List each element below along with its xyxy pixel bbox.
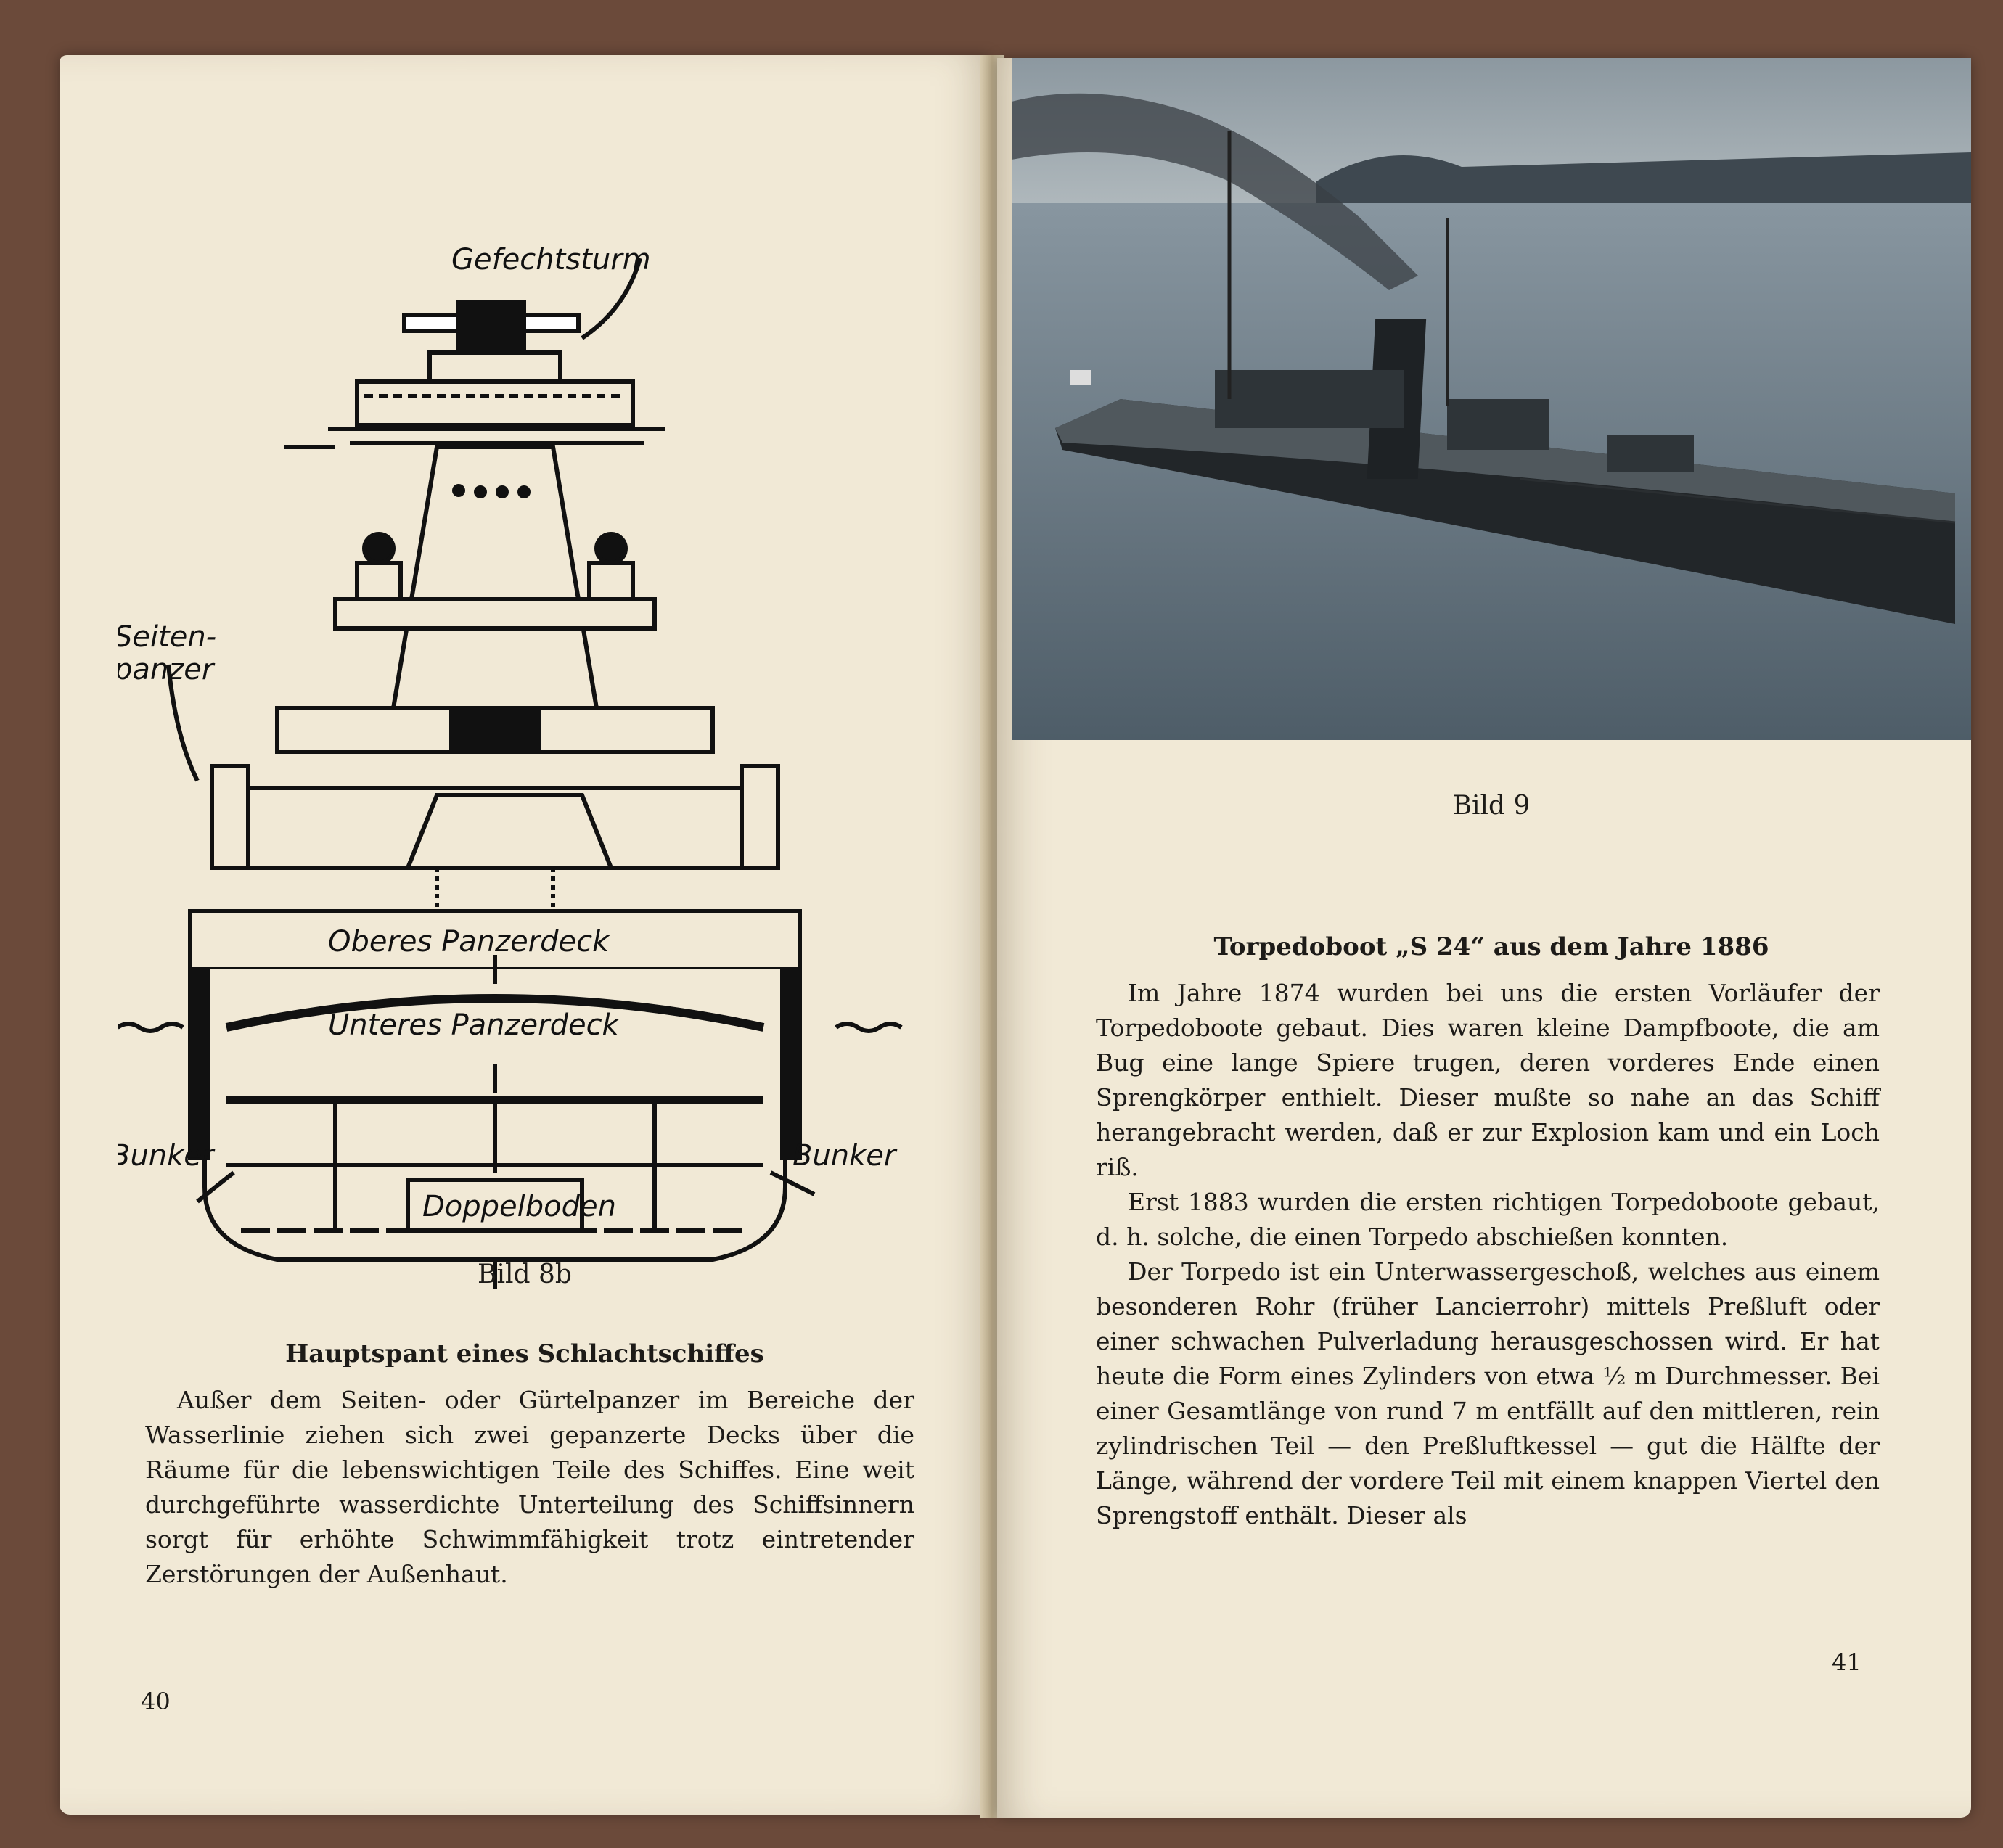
page-number-right: 41: [1832, 1648, 1861, 1676]
right-paragraph-1: Im Jahre 1874 wurden bei uns die ersten Vorläufer der Torpedoboote gebaut. Dies waren kleine Dampfboote, die am Bug eine lange Spiere trugen, deren vorderes Ende einen Sprengkörper enthielt. Dieser mußte so nahe an das Schiff herangebracht werden, daß er zur Explosion kam und ein Loch riß.: [1096, 979, 1880, 1181]
right-page: [997, 58, 1971, 1818]
battleship-cross-section-diagram: [118, 229, 974, 1318]
torpedo-boat-photo: [1012, 58, 1971, 740]
label-bunker-right: Bunker: [792, 1139, 896, 1173]
right-paragraph-3: Der Torpedo ist ein Unterwassergeschoß, welches aus einem besonderen Rohr (früher Lancierrohr) mittels Preßluft oder einer schwachen Pulverladung herausgeschossen wird. Er hat heute die Form eines Zylinders von etwa ½ m Durchmesser. Bei einer Gesamtlänge von rund 7 m entfällt auf den mittleren, rein zylindrischen Teil — den Preßluftkessel — gut die Hälfte der Länge, während der vordere Teil mit einem knappen Viertel den Sprengstoff enthält. Dieser als: [1096, 1257, 1880, 1529]
left-body-text: [145, 1383, 914, 1592]
label-gefechtsturm: Gefechtsturm: [451, 243, 651, 276]
right-body-text: [1096, 976, 1880, 1533]
label-doppelboden: Doppelboden: [422, 1190, 616, 1223]
figure-caption-8b: Bild 8b: [478, 1260, 572, 1289]
left-page: [60, 55, 990, 1815]
label-seitenpanzer-2: panzer: [118, 653, 214, 686]
left-paragraph: Außer dem Seiten- oder Gürtelpanzer im Bereiche der Wasserlinie ziehen sich zwei gepanzerte Decks über die Räume für die lebenswichtigen Teile des Schiffes. Eine weit durchgeführte wasserdichte Unterteilung des Schiffsinnern sorgt für erhöhte Schwimmfähigkeit trotz eintretender Zerstörungen der Außenhaut.: [145, 1386, 914, 1588]
label-unteres-panzerdeck: Unteres Panzerdeck: [328, 1009, 619, 1042]
right-paragraph-2: Erst 1883 wurden die ersten richtigen Torpedoboote gebaut, d. h. solche, die einen Torpedo abschießen konnten.: [1096, 1188, 1880, 1251]
label-seitenpanzer-1: Seiten-: [118, 620, 217, 654]
label-bunker-left: Bunker: [118, 1139, 214, 1173]
label-oberes-panzerdeck: Oberes Panzerdeck: [328, 925, 610, 958]
figure-caption-9: Bild 9: [1452, 791, 1531, 821]
right-heading: Torpedoboot „S 24“ aus dem Jahre 1886: [1213, 932, 1769, 961]
page-number-left: 40: [141, 1688, 171, 1715]
left-heading: Hauptspant eines Schlachtschiffes: [285, 1339, 764, 1368]
